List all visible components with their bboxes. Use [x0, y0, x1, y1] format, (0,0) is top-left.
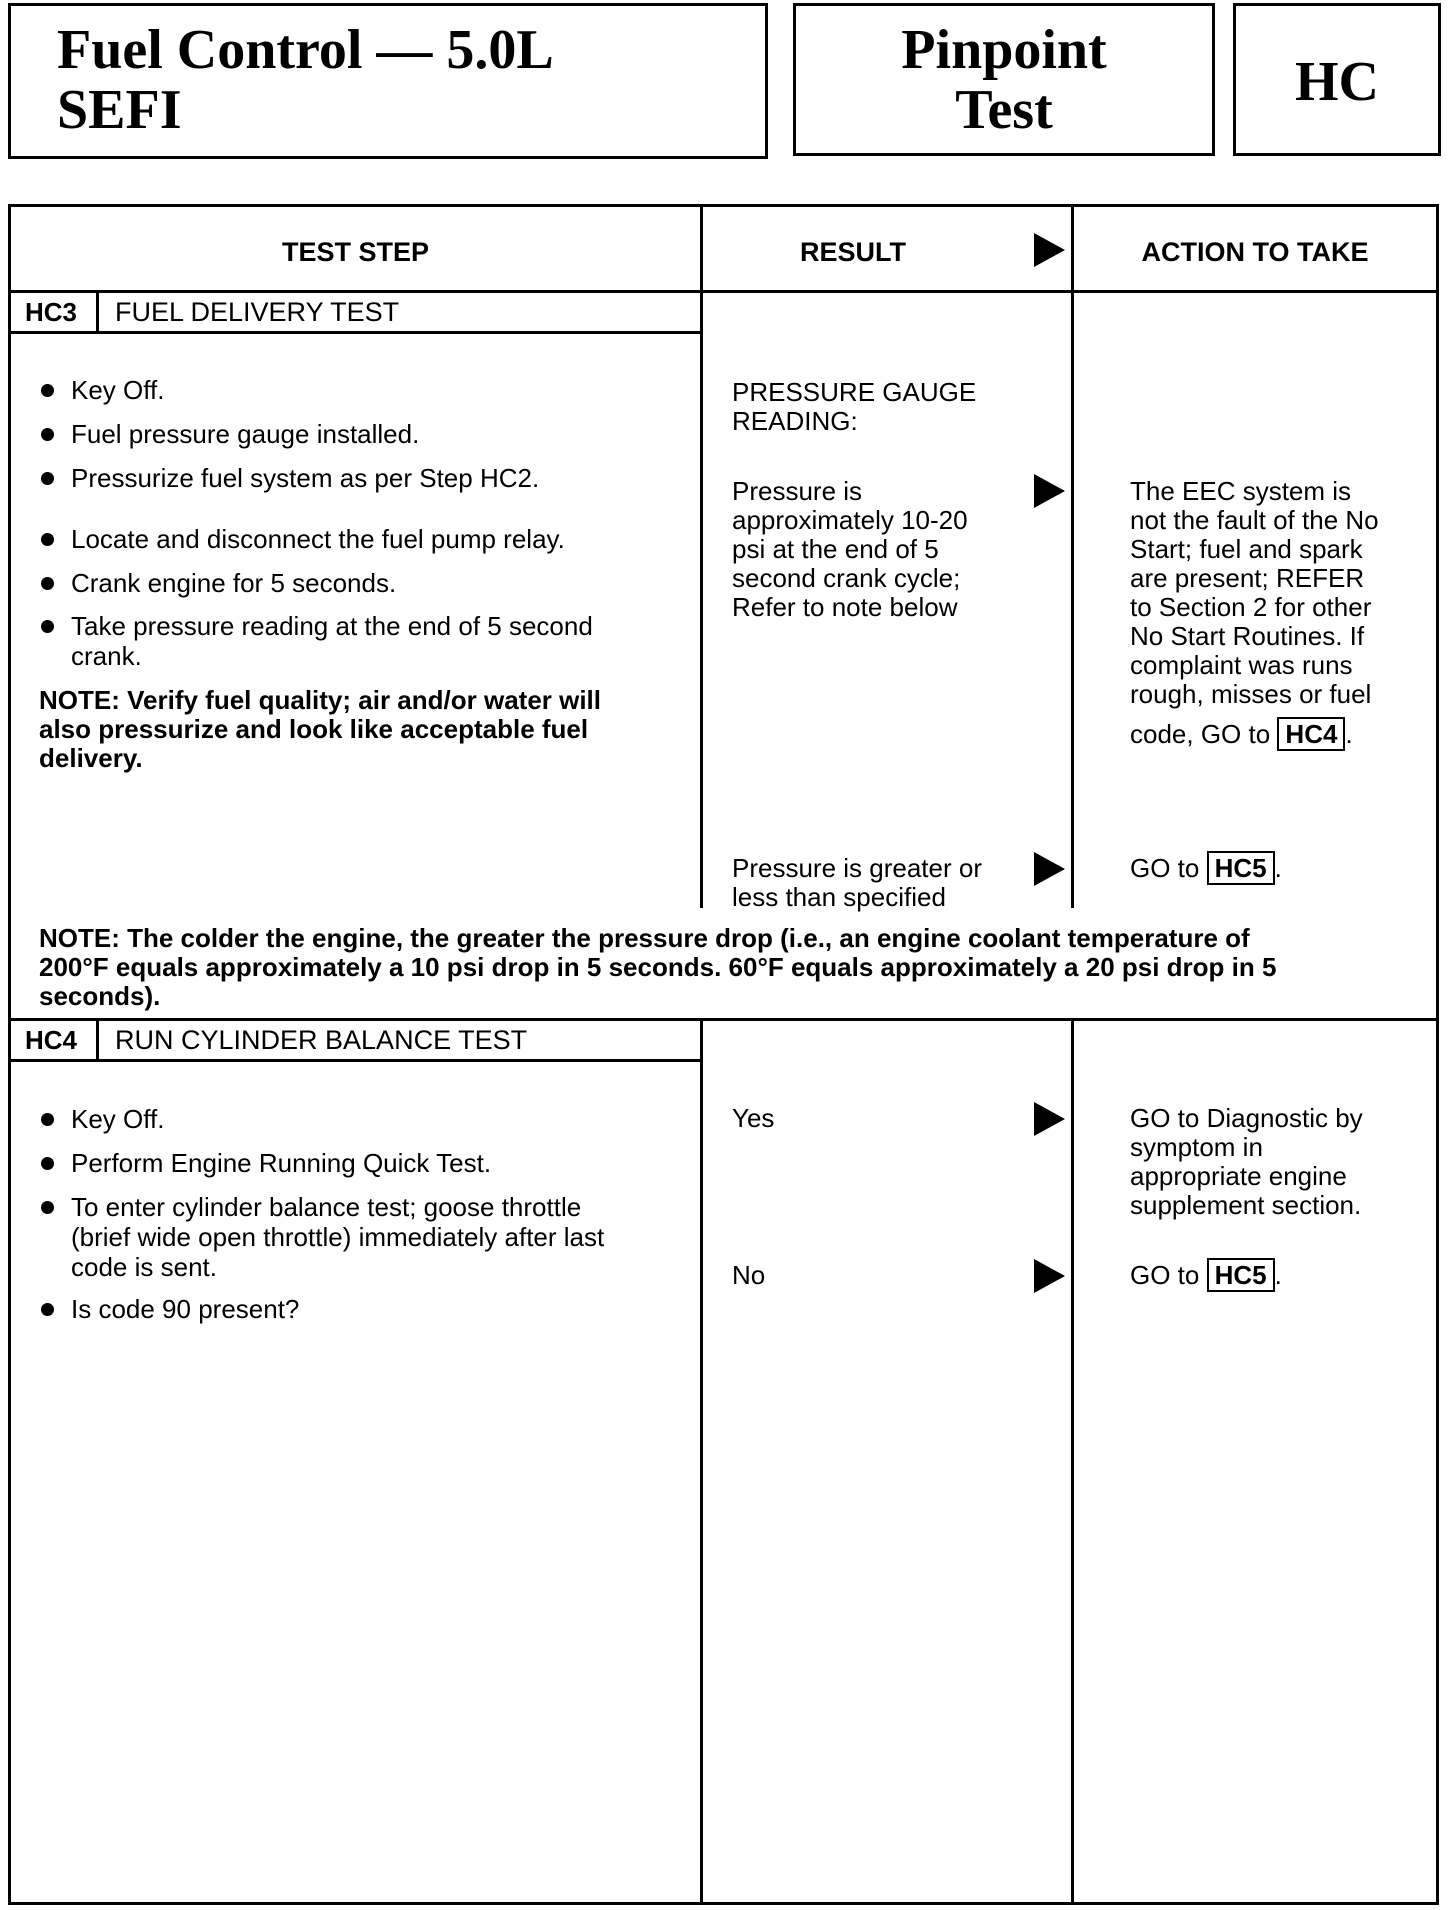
hc4-step-2: Perform Engine Running Quick Test.	[41, 1148, 491, 1178]
header-arrow-icon	[1034, 233, 1065, 267]
hc4-id-divider	[96, 1021, 99, 1059]
hc3-action1-line-8: rough, misses or fuel	[1130, 679, 1372, 709]
hc4-result-yes: Yes	[732, 1103, 775, 1133]
hc4-yes-arrow-icon	[1034, 1102, 1065, 1136]
title-line-1: Fuel Control — 5.0L	[57, 19, 554, 81]
hc4-label-rule	[11, 1059, 700, 1062]
hc4-action-yes-line-3: appropriate engine	[1130, 1161, 1347, 1191]
hc3-note-line-2: also pressurize and look like acceptable fuel	[39, 714, 589, 744]
section-code-box	[1233, 3, 1441, 156]
hc4-step-3: To enter cylinder balance test; goose throttle (brief wide open throttle) immediately after last code is sent.	[41, 1192, 604, 1282]
hc3-label-rule	[11, 331, 700, 334]
hc3-bottom-note-line-1: NOTE: The colder the engine, the greater the pressure drop (i.e., an engine coolant temperature of	[39, 923, 1250, 953]
document-title	[57, 20, 554, 140]
title-line-2: SEFI	[57, 79, 182, 141]
hc3-action1-goto: code, GO to HC4 .	[1130, 719, 1353, 749]
hc3-result2-line-2: less than specified	[732, 882, 946, 912]
hc3-step-id: HC3	[25, 297, 78, 327]
col-divider-1a	[700, 207, 703, 908]
hc3-result1-line-4: second crank cycle;	[732, 563, 961, 593]
pinpoint-line-1: Pinpoint	[901, 19, 1107, 81]
hc4-step-id: HC4	[25, 1025, 78, 1055]
hc3-action1-line-6: No Start Routines. If	[1130, 621, 1365, 651]
hc4-step-name: RUN CYLINDER BALANCE TEST	[115, 1025, 528, 1055]
hc3-note-line-3: delivery.	[39, 743, 143, 773]
col-divider-1b	[700, 1020, 703, 1905]
hc5-reference-2[interactable]: HC5	[1207, 1258, 1275, 1292]
hc4-action-no-goto: GO to HC5 .	[1130, 1260, 1282, 1290]
hc3-result1-line-3: psi at the end of 5	[732, 534, 939, 564]
hc3-action1-line-3: Start; fuel and spark	[1130, 534, 1363, 564]
col-divider-2b	[1071, 1020, 1074, 1905]
hc4-no-arrow-icon	[1034, 1259, 1065, 1293]
header-action: ACTION TO TAKE	[1141, 237, 1369, 267]
hc3-step-6: Take pressure reading at the end of 5 second crank.	[41, 611, 593, 671]
hc4-reference[interactable]: HC4	[1277, 717, 1345, 751]
hc3-bottom-note-line-2: 200°F equals approximately a 10 psi drop in 5 seconds. 60°F equals approximately a 20 psi drop in 5	[39, 952, 1277, 982]
hc3-result-heading-1: PRESSURE GAUGE	[732, 377, 977, 407]
pinpoint-line-2: Test	[955, 79, 1053, 141]
title-box	[8, 3, 768, 159]
hc4-step-4: Is code 90 present?	[41, 1294, 299, 1324]
hc3-step-5: Crank engine for 5 seconds.	[41, 568, 396, 598]
hc3-action1-line-7: complaint was runs	[1130, 650, 1353, 680]
hc3-action1-line-4: are present; REFER	[1130, 563, 1365, 593]
hc3-note-line-1: NOTE: Verify fuel quality; air and/or water will	[39, 685, 602, 715]
hc4-action-yes-line-4: supplement section.	[1130, 1190, 1362, 1220]
col-divider-2a	[1071, 207, 1074, 908]
hc3-step-2: Fuel pressure gauge installed.	[41, 419, 419, 449]
header-rule	[11, 290, 1436, 293]
pinpoint-box	[793, 3, 1215, 156]
hc4-action-yes-line-2: symptom in	[1130, 1132, 1263, 1162]
hc4-step-1: Key Off.	[41, 1104, 164, 1134]
hc3-result2-arrow-icon	[1034, 852, 1065, 886]
pinpoint-table	[8, 204, 1439, 1905]
hc5-reference[interactable]: HC5	[1207, 851, 1275, 885]
hc3-result1-line-2: approximately 10-20	[732, 505, 968, 535]
hc3-step-1: Key Off.	[41, 375, 164, 405]
hc3-step-4: Locate and disconnect the fuel pump relay.	[41, 524, 565, 554]
hc3-id-divider	[96, 293, 99, 331]
hc4-top-rule	[11, 1018, 1436, 1021]
header-test-step: TEST STEP	[281, 237, 430, 267]
hc3-result1-line-1: Pressure is	[732, 476, 863, 506]
section-code: HC	[1295, 51, 1379, 113]
hc3-action2-goto: GO to HC5 .	[1130, 853, 1282, 883]
hc3-result1-line-5: Refer to note below	[732, 592, 958, 622]
pinpoint-label	[796, 20, 1212, 140]
hc3-result-heading-2: READING:	[732, 406, 858, 436]
hc3-bottom-note-line-3: seconds).	[39, 981, 161, 1011]
hc4-result-no: No	[732, 1260, 766, 1290]
hc3-result1-arrow-icon	[1034, 474, 1065, 508]
hc3-action1-line-5: to Section 2 for other	[1130, 592, 1372, 622]
hc4-action-yes-line-1: GO to Diagnostic by	[1130, 1103, 1363, 1133]
hc3-result2-line-1: Pressure is greater or	[732, 853, 982, 883]
hc3-action1-line-1: The EEC system is	[1130, 476, 1352, 506]
hc3-step-name: FUEL DELIVERY TEST	[115, 297, 400, 327]
hc3-step-3: Pressurize fuel system as per Step HC2.	[41, 463, 539, 493]
hc3-action1-line-2: not the fault of the No	[1130, 505, 1379, 535]
header-result: RESULT	[800, 237, 906, 267]
